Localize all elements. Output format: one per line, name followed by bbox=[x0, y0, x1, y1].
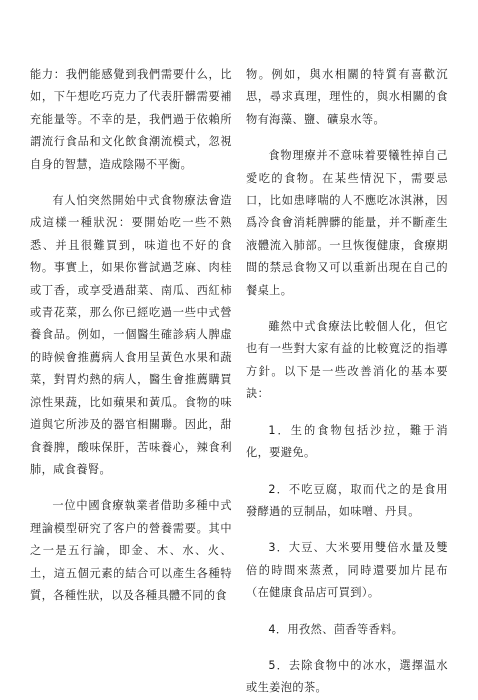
left-column bbox=[30, 64, 232, 607]
list-item-5: 5．去除食物中的冰水，選擇温水或生姜泡的茶。 bbox=[246, 658, 448, 695]
paragraph-continuation: 能力：我們能感覺到我們需要什么，比如，下午想吃巧克力了代表肝髒需要補充能量等。不幸的是，我們過于依賴所謂流行食品和文化飲食潮流模式，忽視自身的智慧，造成陰陽不平衡。 bbox=[30, 68, 232, 171]
paragraph-digestion-guidelines: 雖然中式食療法比較個人化，但它也有一些對大家有益的比較寬泛的指導方針。以下是一些改善消化的基本要訣： bbox=[246, 320, 448, 401]
list-item-3: 3．大豆、大米要用雙倍水量及雙倍的時間來蒸煮，同時還要加片昆布（在健康食品店可買到）。 bbox=[246, 541, 448, 600]
paragraph-five-elements: 一位中國食療執業者借助多種中式理論模型研究了客户的營養需要。其中之一是五行論，即金、木、水、火、土，這五個元素的結合可以產生各種特質，各種性狀，以及各種具體不同的食 bbox=[30, 499, 232, 602]
paragraph-dietary-restrictions: 食物理療并不意味着要犧牲掉自己愛吃的食物。在某些情況下，需要忌口，比如患哮喘的人不應吃冰淇淋，因爲冷食會消耗脾髒的能量，并不斷產生液體流入肺部。一旦恢復健康，食療期間的禁忌食物又可以重新出現在自己的餐桌上。 bbox=[246, 149, 448, 297]
list-item-2: 2．不吃豆腐，取而代之的是食用發酵過的豆制品，如味噌、丹貝。 bbox=[246, 482, 448, 518]
list-item-4: 4．用孜然、茴香等香料。 bbox=[268, 622, 404, 636]
paragraph-food-therapy-misconception: 有人怕突然開始中式食物療法會造成這樣一種狀況：要開始吃一些不熟悉、并且很難買到，味道也不好的食物。事實上，如果你嘗試過芝麻、肉桂或丁香，或享受過甜菜、南瓜、西紅柿或青花菜，那么你已經吃過一些中式營養食品。例如，一個醫生確診病人脾虛的時候會推薦病人食用呈黃色水果和蔬菜，對胃灼熱的病人，醫生會推薦購買涼性果蔬，比如蘋果和黃瓜。食物的味道與它所涉及的器官相關聯。因此，甜食養脾，酸味保肝，苦味養心，辣食利肺，咸食養腎。 bbox=[30, 194, 232, 476]
list-item-1: 1．生的食物包括沙拉，難于消化，要避免。 bbox=[246, 423, 448, 460]
paragraph-water-element: 物。例如，與水相關的特質有喜歡沉思，尋求真理，理性的，與水相關的食物有海藻、鹽、礦泉水等。 bbox=[246, 68, 448, 126]
right-column bbox=[246, 64, 448, 700]
